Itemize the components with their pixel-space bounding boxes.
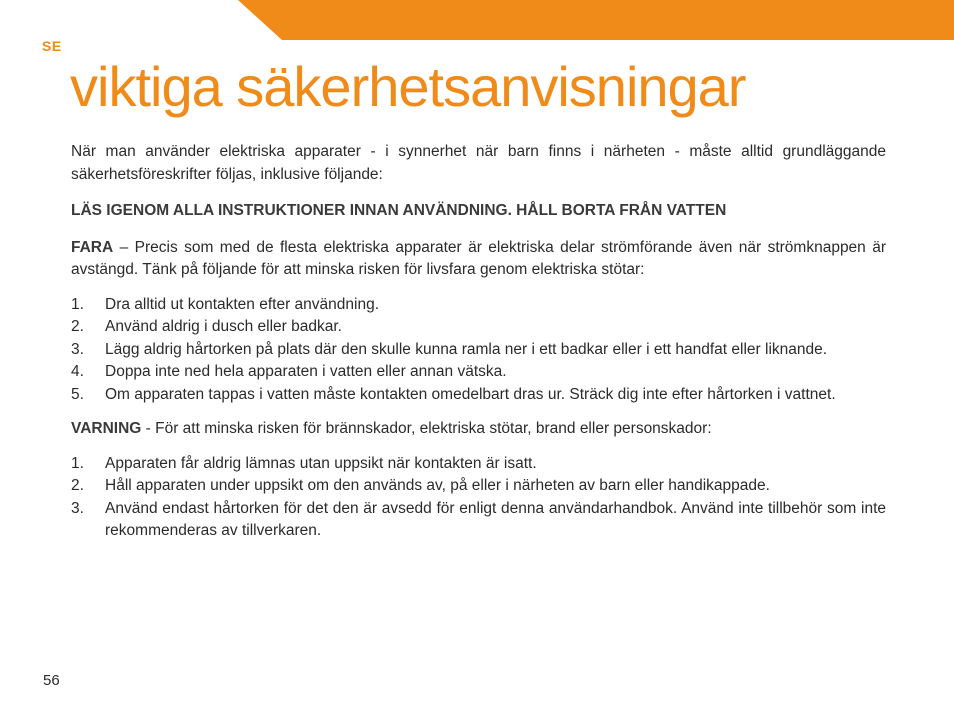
varning-text: - För att minska risken för brännskador, elektriska stötar, brand eller personskador: — [141, 420, 712, 437]
fara-text: – Precis som med de flesta elektriska apparater är elektriska delar strömförande även när strömknappen är avstängd. Tänk på följande för att minska risken för livsfara genom elektriska stötar: — [71, 238, 886, 278]
list-item-number: 5. — [71, 385, 84, 403]
list-item — [71, 316, 886, 339]
page-title: viktiga säkerhetsanvisningar — [70, 55, 746, 118]
varning-label: VARNING — [71, 420, 142, 437]
list-item-number: 3. — [71, 340, 84, 358]
list-item-text: Använd aldrig i dusch eller badkar. — [105, 318, 342, 335]
list-item-text: Håll apparaten under uppsikt om den används av, på eller i närheten av barn eller handikappade. — [105, 477, 770, 494]
varning-list — [71, 453, 886, 543]
list-item-number: 3. — [71, 499, 84, 517]
list-item — [71, 498, 886, 543]
list-item-text: Om apparaten tappas i vatten måste kontakten omedelbart dras ur. Sträck dig inte efter hårtorken i vattnet. — [105, 385, 836, 403]
caps-heading: LÄS IGENOM ALLA INSTRUKTIONER INNAN ANVÄNDNING. HÅLL BORTA FRÅN VATTEN — [71, 202, 727, 219]
list-item-number: 2. — [71, 477, 84, 494]
language-tag: SE — [42, 38, 62, 54]
list-item-text: Använd endast hårtorken för det den är avsedd för enligt denna användarhandbok. Använd inte tillbehör som inte rekommenderas av tillverkaren. — [105, 499, 886, 539]
header-orange-band — [0, 0, 954, 40]
page-number: 56 — [43, 672, 60, 689]
list-item-text: Dra alltid ut kontakten efter användning. — [105, 295, 380, 313]
main-content — [71, 141, 886, 543]
list-item-text: Lägg aldrig hårtorken på plats där den skulle kunna ramla ner i ett badkar eller i ett handfat eller liknande. — [105, 340, 828, 358]
list-item-number: 4. — [71, 363, 84, 380]
intro-paragraph: När man använder elektriska apparater - i synnerhet när barn finns i närheten - måste alltid grundläggande säkerhetsföreskrifter följas, inklusive följande: — [71, 143, 886, 183]
fara-list — [71, 294, 886, 407]
list-item — [71, 475, 886, 498]
fara-paragraph — [71, 237, 886, 282]
list-item-text: Doppa inte ned hela apparaten i vatten eller annan vätska. — [105, 363, 507, 380]
list-item — [71, 384, 886, 407]
fara-label: FARA — [71, 238, 114, 256]
list-item — [71, 361, 886, 384]
varning-paragraph — [71, 418, 886, 441]
list-item-number: 1. — [71, 454, 84, 472]
list-item-text: Apparaten får aldrig lämnas utan uppsikt när kontakten är isatt. — [105, 454, 537, 472]
list-item — [71, 453, 886, 476]
list-item — [71, 339, 886, 362]
list-item — [71, 294, 886, 317]
list-item-number: 2. — [71, 318, 84, 335]
list-item-number: 1. — [71, 295, 84, 313]
